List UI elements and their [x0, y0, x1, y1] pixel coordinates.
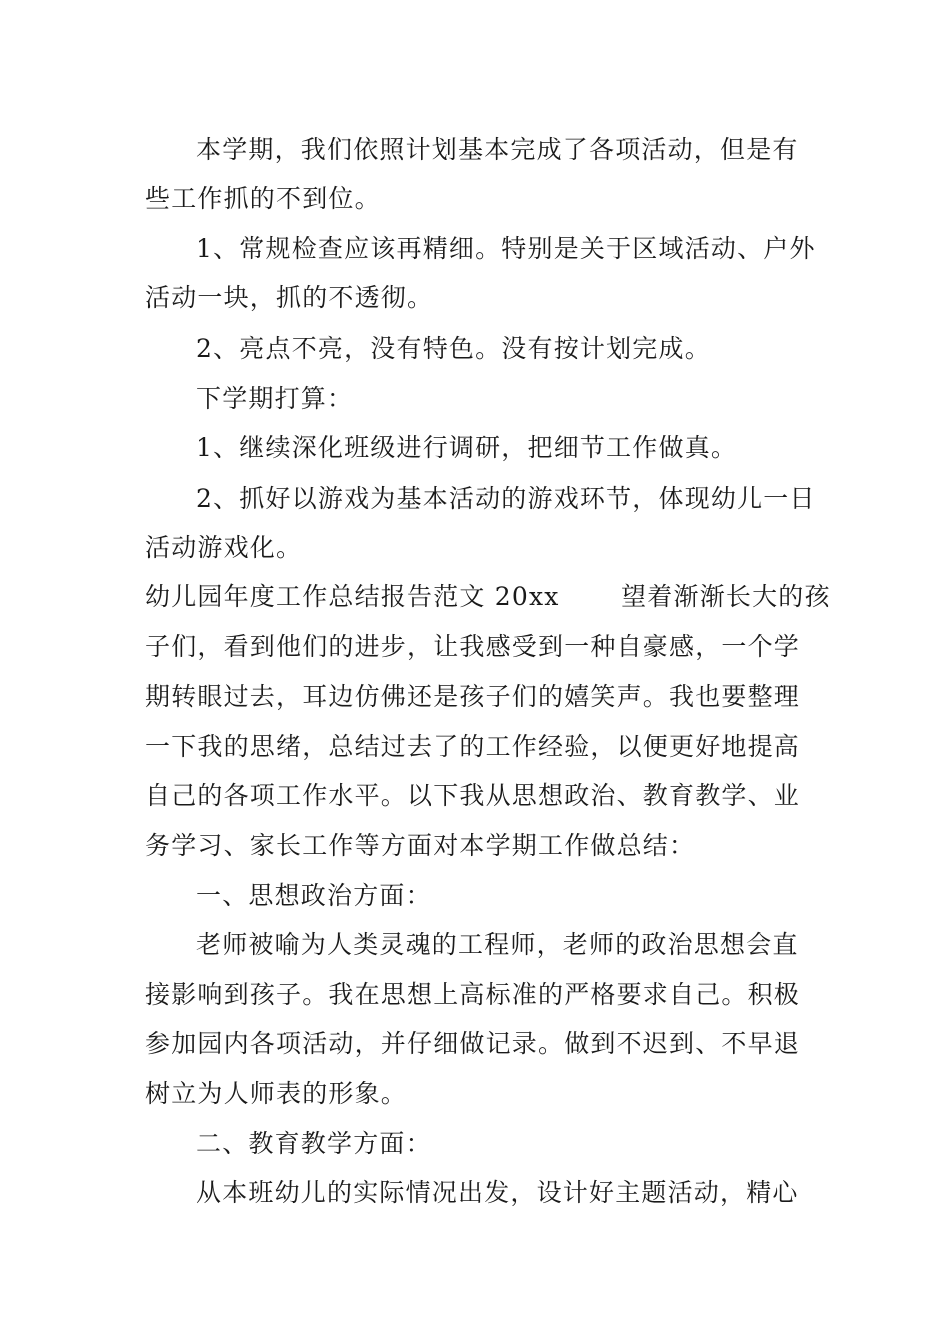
paragraph-line: 活动游戏化。: [145, 533, 303, 562]
paragraph-line: 老师被喻为人类灵魂的工程师，老师的政治思想会直: [196, 930, 799, 959]
paragraph-line: 务学习、家长工作等方面对本学期工作做总结：: [145, 831, 696, 860]
paragraph-line: 树立为人师表的形象。: [145, 1079, 408, 1108]
paragraph-line: 一下我的思绪，总结过去了的工作经验，以便更好地提高: [145, 732, 801, 761]
paragraph-line: 1、常规检查应该再精细。特别是关于区域活动、户外: [196, 234, 816, 263]
section-heading: 二、教育教学方面：: [196, 1129, 432, 1158]
paragraph-line: 活动一块，抓的不透彻。: [145, 283, 434, 312]
paragraph-line: 子们，看到他们的进步，让我感受到一种自豪感，一个学: [145, 632, 801, 661]
section-heading: 一、思想政治方面：: [196, 881, 432, 910]
paragraph-line: 2、抓好以游戏为基本活动的游戏环节，体现幼儿一日: [196, 484, 816, 513]
paragraph-line: 参加园内各项活动，并仔细做记录。做到不迟到、不早退: [145, 1029, 801, 1058]
paragraph-line: 接影响到孩子。我在思想上高标准的严格要求自己。积极: [145, 980, 801, 1009]
paragraph-line: 自己的各项工作水平。以下我从思想政治、教育教学、业: [145, 781, 801, 810]
article-title-line: 幼儿园年度工作总结报告范文 20xx 望着渐渐长大的孩: [145, 582, 831, 611]
paragraph-line: 1、继续深化班级进行调研，把细节工作做真。: [196, 433, 738, 462]
paragraph-line: 期转眼过去，耳边仿佛还是孩子们的嬉笑声。我也要整理: [145, 682, 801, 711]
paragraph-line: 些工作抓的不到位。: [145, 184, 381, 213]
paragraph-line: 从本班幼儿的实际情况出发，设计好主题活动，精心: [196, 1178, 799, 1207]
paragraph-line: 2、亮点不亮，没有特色。没有按计划完成。: [196, 334, 711, 363]
section-heading: 下学期打算：: [196, 384, 354, 413]
paragraph-line: 本学期，我们依照计划基本完成了各项活动，但是有: [196, 135, 799, 164]
